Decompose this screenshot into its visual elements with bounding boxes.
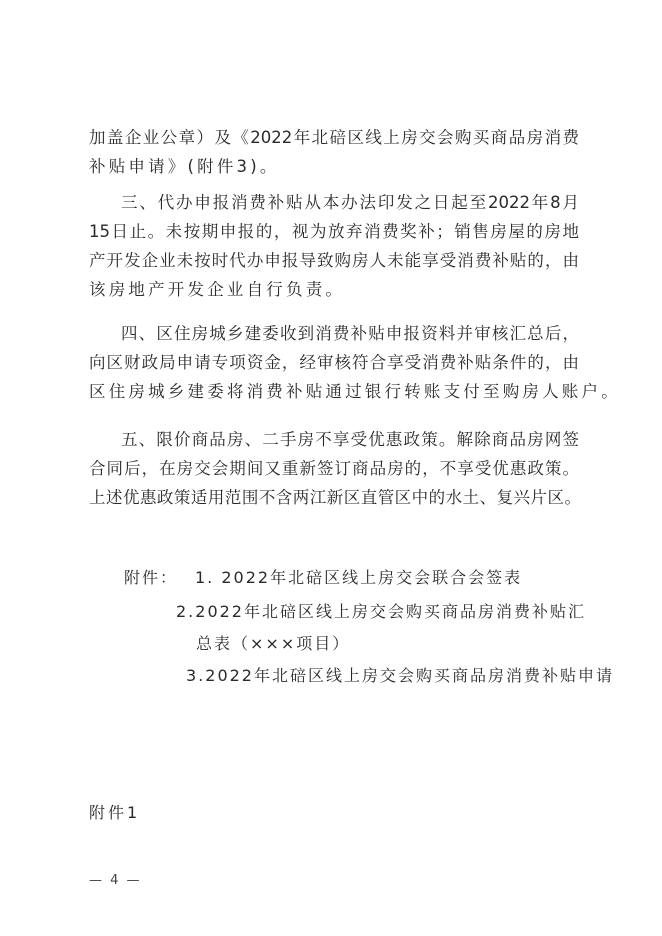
paragraph-5-line-2: 合同后，在房交会期间又重新签订商品房的，不享受优惠政策。 xyxy=(89,459,579,478)
paragraph-4-line-1: 四、区住房城乡建委收到消费补贴申报资料并审核汇总后， xyxy=(121,324,579,343)
attachment-item-2-continued: 总表（×××项目） xyxy=(196,634,351,653)
paragraph-continuation-line-2: 补贴申请》(附件3)。 xyxy=(89,157,280,176)
attachment-item-3: 3.2022年北碚区线上房交会购买商品房消费补贴申请 xyxy=(186,666,614,685)
paragraph-3-line-1: 三、代办申报消费补贴从本办法印发之日起至2022年8月 xyxy=(121,193,579,212)
paragraph-5-line-3: 上述优惠政策适用范围不含两江新区直管区中的水土、复兴片区。 xyxy=(89,488,581,507)
attachment-item-1: 1. 2022年北碚区线上房交会联合会签表 xyxy=(195,568,523,587)
paragraph-3-line-4: 该房地产开发企业自行负责。 xyxy=(89,280,346,299)
paragraph-4-line-2: 向区财政局申请专项资金，经审核符合享受消费补贴条件的，由 xyxy=(89,353,579,372)
paragraph-continuation-line-1: 加盖企业公章）及《2022年北碚区线上房交会购买商品房消费 xyxy=(89,128,579,147)
paragraph-3-line-2: 15日止。未按期申报的，视为放弃消费奖补；销售房屋的房地 xyxy=(89,222,579,241)
paragraph-5-line-1: 五、限价商品房、二手房不享受优惠政策。解除商品房网签 xyxy=(121,430,579,449)
paragraph-4-line-3: 区住房城乡建委将消费补贴通过银行转账支付至购房人账户。 xyxy=(89,382,621,401)
attachments-label: 附件： xyxy=(124,568,179,587)
attachment-item-2: 2.2022年北碚区线上房交会购买商品房消费补贴汇 xyxy=(176,602,586,621)
page-number: — 4 — xyxy=(89,873,142,888)
paragraph-3-line-3: 产开发企业未按时代办申报导致购房人未能享受消费补贴的，由 xyxy=(89,251,579,270)
appendix-heading: 附件1 xyxy=(89,803,141,822)
